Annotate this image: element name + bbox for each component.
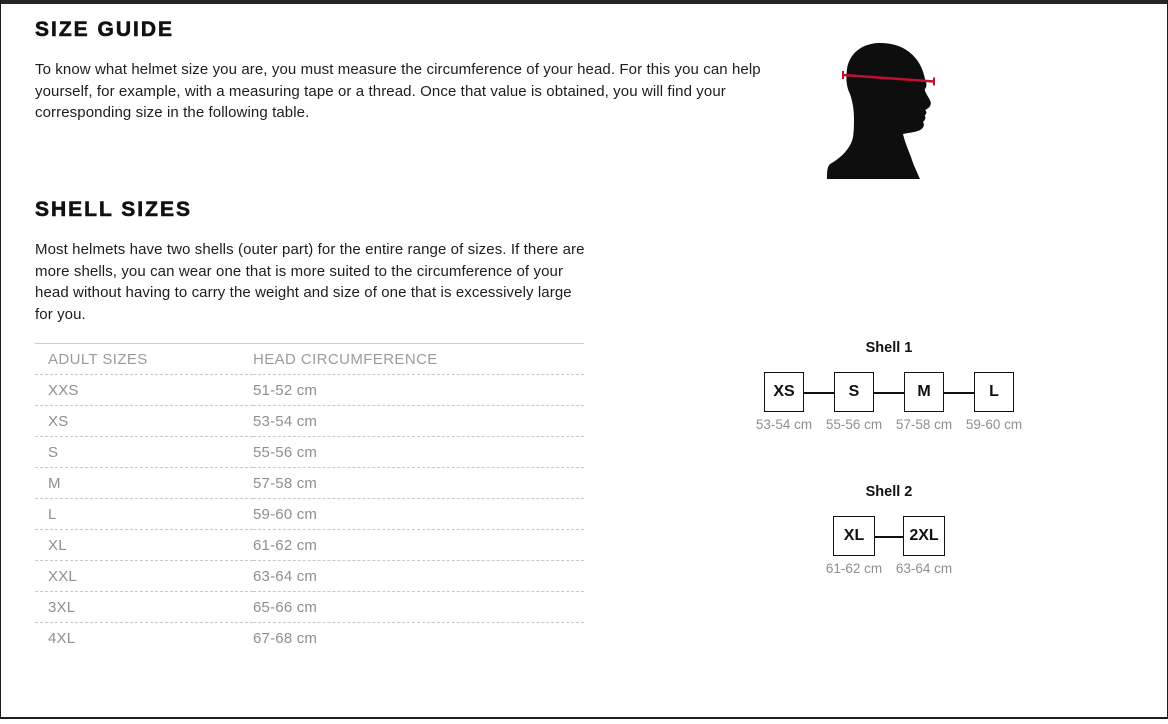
shell-sizes-heading: SHELL SIZES [35, 198, 192, 221]
shell-sizes-description: Most helmets have two shells (outer part) for the entire range of sizes. If there are more shells, you can wear one that is more suited to the circumference of your head without having to carry the weight and size of one that is excessively large for you. [35, 241, 585, 323]
size-table [35, 343, 584, 654]
size-cell: L [35, 499, 253, 530]
table-row [35, 530, 584, 561]
circumference-cell: 59-60 cm [253, 499, 584, 530]
circumference-cell: 65-66 cm [253, 592, 584, 623]
table-row [35, 406, 584, 437]
table-row [35, 437, 584, 468]
size-cell: XXS [35, 375, 253, 406]
table-row [35, 623, 584, 654]
size-box: 2XL [903, 516, 945, 556]
shell-size-item [959, 372, 1029, 432]
size-range-label: 59-60 cm [965, 417, 1023, 432]
size-box: XS [764, 372, 804, 412]
circumference-cell: 55-56 cm [253, 437, 584, 468]
shell-size-item [889, 372, 959, 432]
shell-size-item [749, 372, 819, 432]
size-cell: 4XL [35, 623, 253, 654]
size-cell: S [35, 437, 253, 468]
size-range-label: 61-62 cm [825, 561, 883, 576]
table-header-row [35, 344, 584, 375]
page-left-border [0, 0, 1, 719]
size-range-label: 63-64 cm [895, 561, 953, 576]
size-range-label: 57-58 cm [895, 417, 953, 432]
table-row [35, 468, 584, 499]
circumference-cell: 61-62 cm [253, 530, 584, 561]
shell-size-item [819, 516, 889, 576]
size-cell: M [35, 468, 253, 499]
circumference-cell: 57-58 cm [253, 468, 584, 499]
circumference-cell: 63-64 cm [253, 561, 584, 592]
column-header-adult-sizes: ADULT SIZES [48, 350, 148, 368]
size-box: S [834, 372, 874, 412]
circumference-cell: 53-54 cm [253, 406, 584, 437]
page-top-border [0, 0, 1168, 4]
table-row [35, 561, 584, 592]
shell2-size-row [819, 516, 959, 576]
connector-line [784, 392, 994, 394]
shell1-diagram [749, 339, 1029, 432]
size-box: M [904, 372, 944, 412]
shell-size-item [889, 516, 959, 576]
circumference-cell: 51-52 cm [253, 375, 584, 406]
size-cell: XS [35, 406, 253, 437]
shell1-title: Shell 1 [865, 340, 913, 356]
size-range-label: 55-56 cm [825, 417, 883, 432]
circumference-cell: 67-68 cm [253, 623, 584, 654]
size-cell: XL [35, 530, 253, 561]
size-guide-description: To know what helmet size you are, you must measure the circumference of your head. For this you can help yourself, for example, with a measuring tape or a thread. Once that value is obtained, you will find your corresponding size in the following table. [35, 61, 761, 121]
head-silhouette-icon [820, 36, 944, 186]
page-bottom-border [0, 717, 1168, 719]
column-header-head-circumference: HEAD CIRCUMFERENCE [253, 350, 438, 368]
size-box: L [974, 372, 1014, 412]
table-row [35, 499, 584, 530]
size-cell: XXL [35, 561, 253, 592]
size-cell: 3XL [35, 592, 253, 623]
shell-size-item [819, 372, 889, 432]
head-silhouette-shape [827, 43, 931, 179]
table-row [35, 375, 584, 406]
size-range-label: 53-54 cm [755, 417, 813, 432]
size-guide-heading: SIZE GUIDE [35, 18, 175, 41]
shell2-title: Shell 2 [865, 484, 913, 500]
shell2-diagram [819, 483, 959, 576]
size-box: XL [833, 516, 875, 556]
table-row [35, 592, 584, 623]
shell1-size-row [749, 372, 1029, 432]
